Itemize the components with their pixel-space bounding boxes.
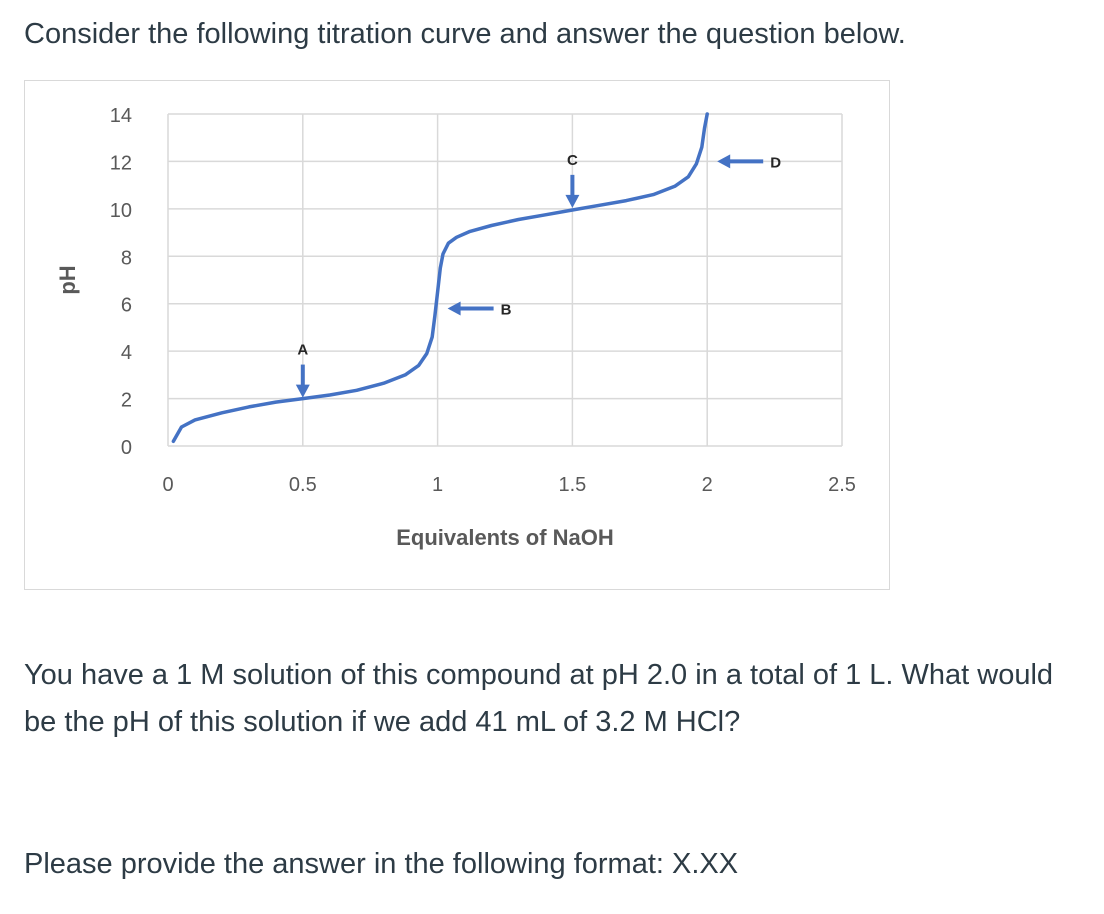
annotation-label-a: A <box>297 341 309 359</box>
y-tick-label: 14 <box>109 105 132 127</box>
annotation-label-d: D <box>770 154 782 172</box>
intro-text: Consider the following titration curve and answer the question below. <box>24 18 906 50</box>
annotation-label-c: C <box>566 151 578 169</box>
titration-chart <box>24 80 890 590</box>
y-tick-label: 8 <box>120 247 132 270</box>
annotation-label-b: B <box>500 301 512 319</box>
y-tick-label: 10 <box>109 199 132 222</box>
y-tick-label: 4 <box>120 342 132 365</box>
format-instruction: Please provide the answer in the following format: X.XX <box>24 848 739 880</box>
arrow-d-head <box>717 154 730 168</box>
y-tick-label: 12 <box>109 152 132 175</box>
y-tick-label: 0 <box>120 437 132 459</box>
x-tick-label: 0.5 <box>288 474 317 496</box>
x-tick-label: 0 <box>162 474 174 496</box>
question-text: You have a 1 M solution of this compound at pH 2.0 in a total of 1 L. What would be the pH of this solution if we add 41 mL of 3.2 M HCl? <box>24 659 1054 738</box>
x-tick-label: 1 <box>432 474 444 496</box>
y-tick-label: 6 <box>120 294 132 317</box>
x-tick-label: 2.5 <box>828 474 856 496</box>
x-tick-label: 2 <box>701 474 713 496</box>
y-tick-label: 2 <box>120 389 132 412</box>
x-tick-label: 1.5 <box>558 474 587 496</box>
arrow-a-head <box>296 385 310 398</box>
arrow-c-head <box>565 195 579 208</box>
titration-chart-svg <box>25 81 889 589</box>
y-axis-title: pH <box>55 265 80 295</box>
x-axis-title: Equivalents of NaOH <box>396 525 614 550</box>
titration-curve <box>173 114 707 441</box>
